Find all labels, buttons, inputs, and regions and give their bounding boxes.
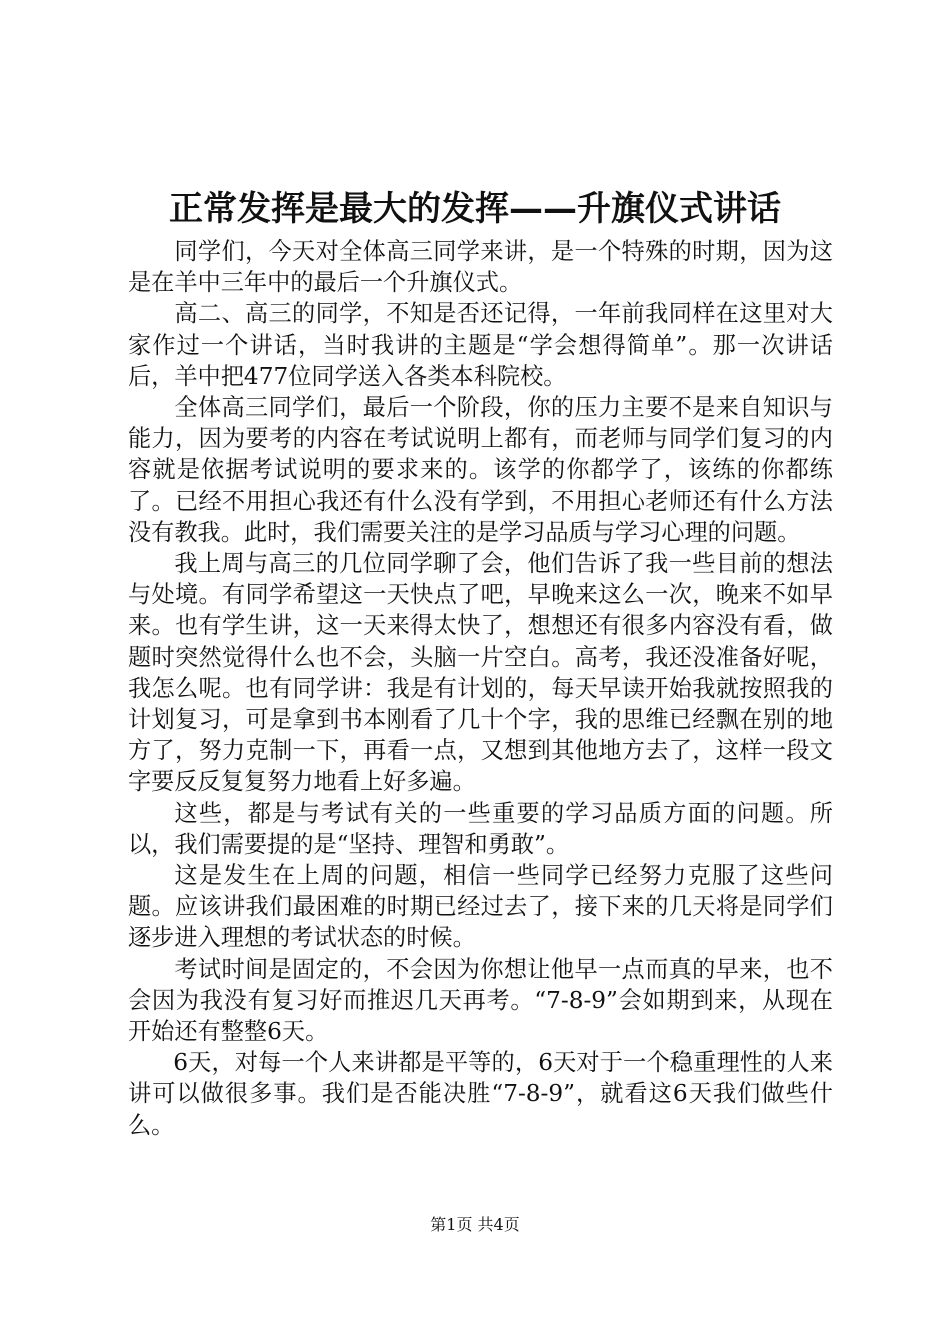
page-footer: 第1页 共4页	[430, 1215, 520, 1234]
paragraph-7: 考试时间是固定的，不会因为你想让他早一点而真的早来，也不会因为我没有复习好而推迟几天再考。“7-8-9”会如期到来，从现在开始还有整整6天。	[128, 955, 833, 1046]
paragraph-3: 全体高三同学们，最后一个阶段，你的压力主要不是来自知识与能力，因为要考的内容在考试说明上都有，而老师与同学们复习的内容就是依据考试说明的要求来的。该学的你都学了，该练的你都练了。已经不用担心我还有什么没有学到，不用担心老师还有什么方法没有教我。此时，我们需要关注的是学习品质与学习心理的问题。	[128, 394, 833, 546]
document-title: 正常发挥是最大的发挥——升旗仪式讲话	[169, 189, 781, 229]
document-body	[128, 236, 833, 1141]
paragraph-5: 这些，都是与考试有关的一些重要的学习品质方面的问题。所以，我们需要提的是“坚持、理智和勇敢”。	[128, 799, 833, 858]
paragraph-8: 6天，对每一个人来讲都是平等的，6天对于一个稳重理性的人来讲可以做很多事。我们是否能决胜“7-8-9”，就看这6天我们做些什么。	[128, 1049, 833, 1139]
paragraph-6: 这是发生在上周的问题，相信一些同学已经努力克服了这些问题。应该讲我们最困难的时期已经过去了，接下来的几天将是同学们逐步进入理想的考试状态的时候。	[128, 862, 833, 952]
paragraph-2: 高二、高三的同学，不知是否还记得，一年前我同样在这里对大家作过一个讲话，当时我讲的主题是“学会想得简单”。那一次讲话后，羊中把477位同学送入各类本科院校。	[128, 300, 833, 390]
paragraph-1: 同学们，今天对全体高三同学来讲，是一个特殊的时期，因为这是在羊中三年中的最后一个升旗仪式。	[128, 238, 833, 297]
paragraph-4: 我上周与高三的几位同学聊了会，他们告诉了我一些目前的想法与处境。有同学希望这一天快点了吧，早晚来这么一次，晚来不如早来。也有学生讲，这一天来得太快了，想想还有很多内容没有看，做题时突然觉得什么也不会，头脑一片空白。高考，我还没准备好呢，我怎么呢。也有同学讲：我是有计划的，每天早读开始我就按照我的计划复习，可是拿到书本刚看了几十个字，我的思维已经飘在别的地方了，努力克制一下，再看一点，又想到其他地方去了，这样一段文字要反反复复努力地看上好多遍。	[128, 550, 833, 796]
